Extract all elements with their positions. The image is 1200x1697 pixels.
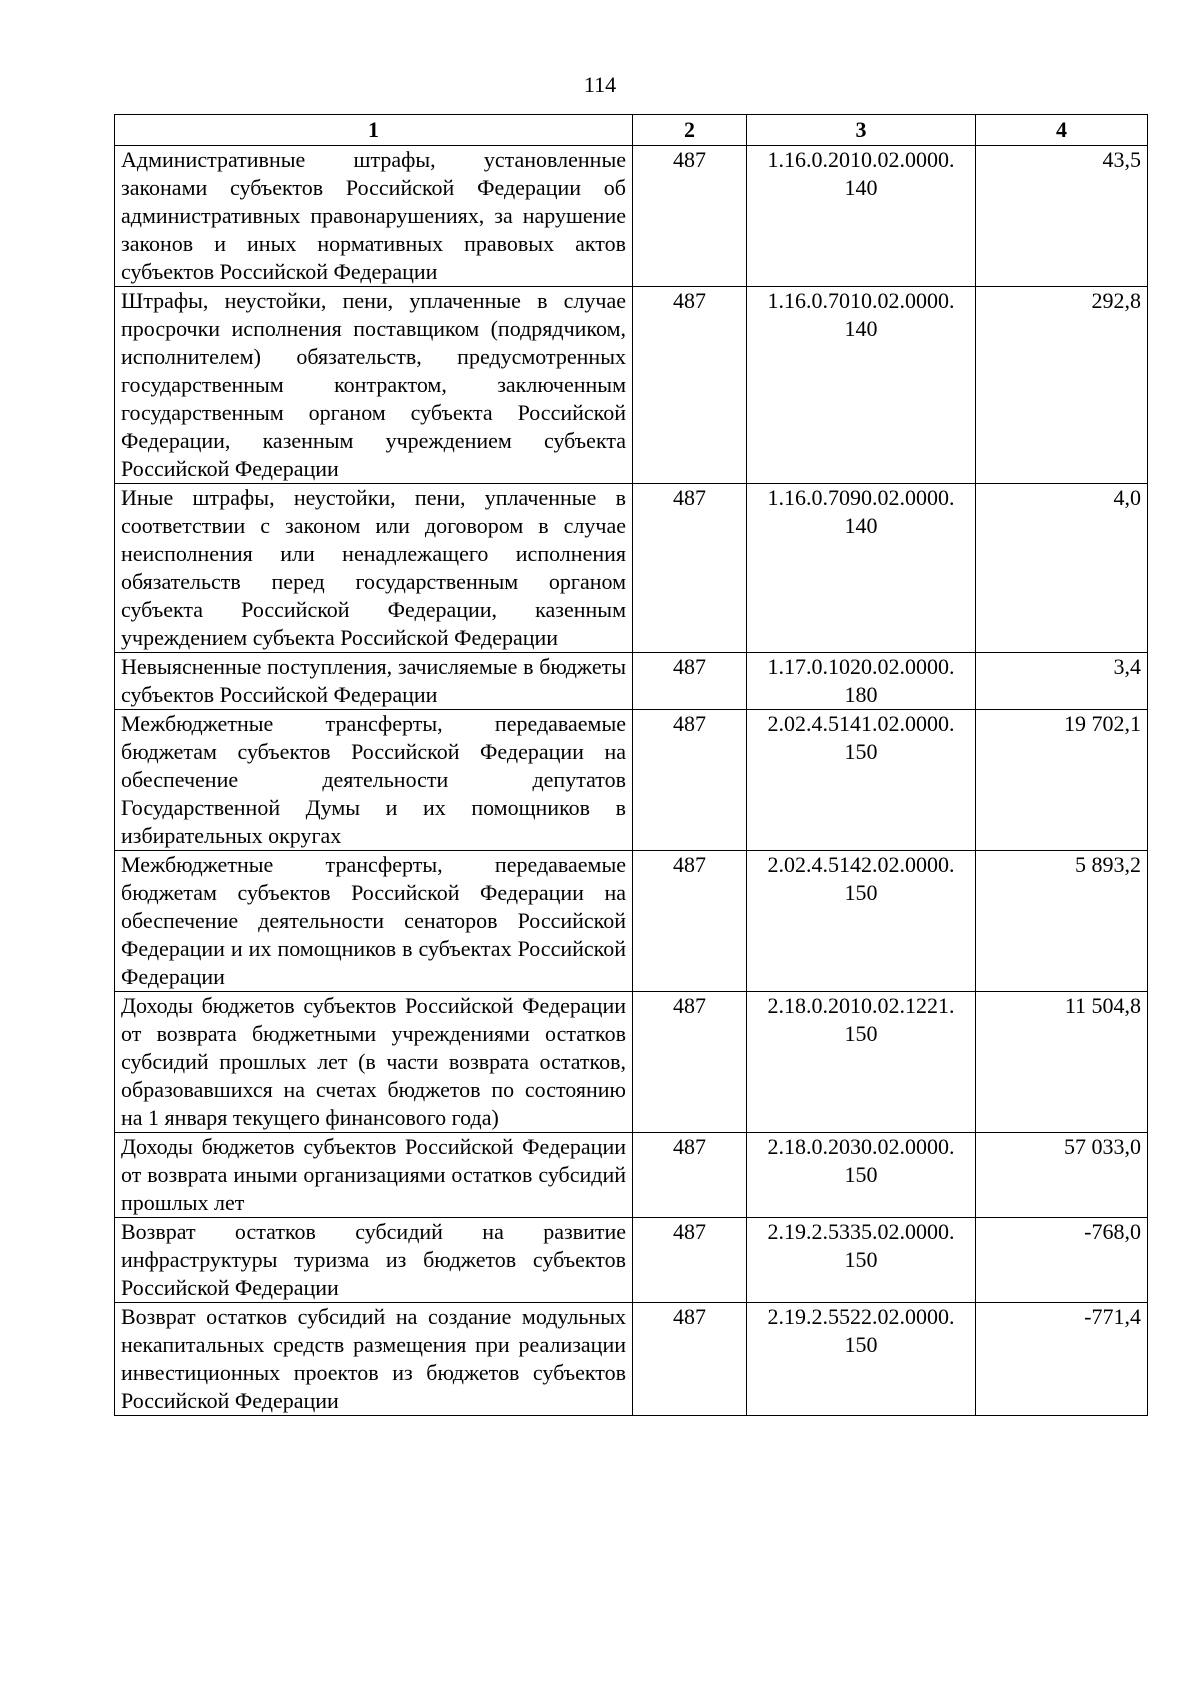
amount-cell: -768,0 — [976, 1218, 1148, 1303]
table-row — [115, 1303, 1148, 1416]
revenue-table — [114, 114, 1148, 1416]
classification-code-cell: 2.18.0.2010.02.1221. 150 — [747, 992, 976, 1133]
admin-code-cell: 487 — [633, 287, 747, 484]
admin-code-cell: 487 — [633, 484, 747, 653]
classification-code-cell: 2.02.4.5142.02.0000. 150 — [747, 851, 976, 992]
admin-code-cell: 487 — [633, 710, 747, 851]
admin-code-cell: 487 — [633, 851, 747, 992]
classification-code-cell: 2.19.2.5335.02.0000. 150 — [747, 1218, 976, 1303]
page-number: 114 — [583, 72, 617, 97]
table-row — [115, 653, 1148, 710]
amount-cell: 3,4 — [976, 653, 1148, 710]
admin-code-cell: 487 — [633, 1303, 747, 1416]
amount-cell: 292,8 — [976, 287, 1148, 484]
classification-code-cell: 2.19.2.5522.02.0000. 150 — [747, 1303, 976, 1416]
amount-cell: 19 702,1 — [976, 710, 1148, 851]
table-row — [115, 1218, 1148, 1303]
admin-code-cell: 487 — [633, 1218, 747, 1303]
amount-cell: 57 033,0 — [976, 1133, 1148, 1218]
column-header-3: 3 — [747, 115, 976, 146]
classification-code-cell: 2.02.4.5141.02.0000. 150 — [747, 710, 976, 851]
amount-cell: -771,4 — [976, 1303, 1148, 1416]
table-row — [115, 287, 1148, 484]
classification-code-cell: 2.18.0.2030.02.0000. 150 — [747, 1133, 976, 1218]
revenue-name-cell: Штрафы, неустойки, пени, уплаченные в случае просрочки исполнения поставщиком (подрядчиком, исполнителем) обязательств, предусмотренных государственным контрактом, заключенным государственным органом субъекта Российской Федерации, казенным учреждением субъекта Российской Федерации — [115, 287, 633, 484]
classification-code-cell: 1.16.0.7010.02.0000. 140 — [747, 287, 976, 484]
revenue-name-cell: Возврат остатков субсидий на развитие инфраструктуры туризма из бюджетов субъектов Российской Федерации — [115, 1218, 633, 1303]
revenue-name-cell: Доходы бюджетов субъектов Российской Федерации от возврата бюджетными учреждениями остатков субсидий прошлых лет (в части возврата остатков, образовавшихся на счетах бюджетов по состоянию на 1 января текущего финансового года) — [115, 992, 633, 1133]
column-header-1: 1 — [115, 115, 633, 146]
table-row — [115, 484, 1148, 653]
amount-cell: 5 893,2 — [976, 851, 1148, 992]
table-row — [115, 1133, 1148, 1218]
revenue-name-cell: Межбюджетные трансферты, передаваемые бюджетам субъектов Российской Федерации на обеспечение деятельности депутатов Государственной Думы и их помощников в избирательных округах — [115, 710, 633, 851]
admin-code-cell: 487 — [633, 1133, 747, 1218]
table-row — [115, 146, 1148, 287]
column-header-2: 2 — [633, 115, 747, 146]
table-header-row — [115, 115, 1148, 146]
table-body — [115, 146, 1148, 1416]
revenue-name-cell: Административные штрафы, установленные законами субъектов Российской Федерации об административных правонарушениях, за нарушение законов и иных нормативных правовых актов субъектов Российской Федерации — [115, 146, 633, 287]
revenue-name-cell: Невыясненные поступления, зачисляемые в бюджеты субъектов Российской Федерации — [115, 653, 633, 710]
revenue-name-cell: Доходы бюджетов субъектов Российской Федерации от возврата иными организациями остатков субсидий прошлых лет — [115, 1133, 633, 1218]
amount-cell: 4,0 — [976, 484, 1148, 653]
classification-code-cell: 1.17.0.1020.02.0000. 180 — [747, 653, 976, 710]
table-row — [115, 710, 1148, 851]
revenue-name-cell: Межбюджетные трансферты, передаваемые бюджетам субъектов Российской Федерации на обеспечение деятельности сенаторов Российской Федерации и их помощников в субъектах Российской Федерации — [115, 851, 633, 992]
revenue-name-cell: Иные штрафы, неустойки, пени, уплаченные в соответствии с законом или договором в случае неисполнения или ненадлежащего исполнения обязательств перед государственным органом субъекта Российской Федерации, казенным учреждением субъекта Российской Федерации — [115, 484, 633, 653]
classification-code-cell: 1.16.0.2010.02.0000. 140 — [747, 146, 976, 287]
column-header-4: 4 — [976, 115, 1148, 146]
revenue-name-cell: Возврат остатков субсидий на создание модульных некапитальных средств размещения при реализации инвестиционных проектов из бюджетов субъектов Российской Федерации — [115, 1303, 633, 1416]
table-row — [115, 992, 1148, 1133]
admin-code-cell: 487 — [633, 992, 747, 1133]
table-row — [115, 851, 1148, 992]
admin-code-cell: 487 — [633, 653, 747, 710]
admin-code-cell: 487 — [633, 146, 747, 287]
amount-cell: 11 504,8 — [976, 992, 1148, 1133]
classification-code-cell: 1.16.0.7090.02.0000. 140 — [747, 484, 976, 653]
amount-cell: 43,5 — [976, 146, 1148, 287]
